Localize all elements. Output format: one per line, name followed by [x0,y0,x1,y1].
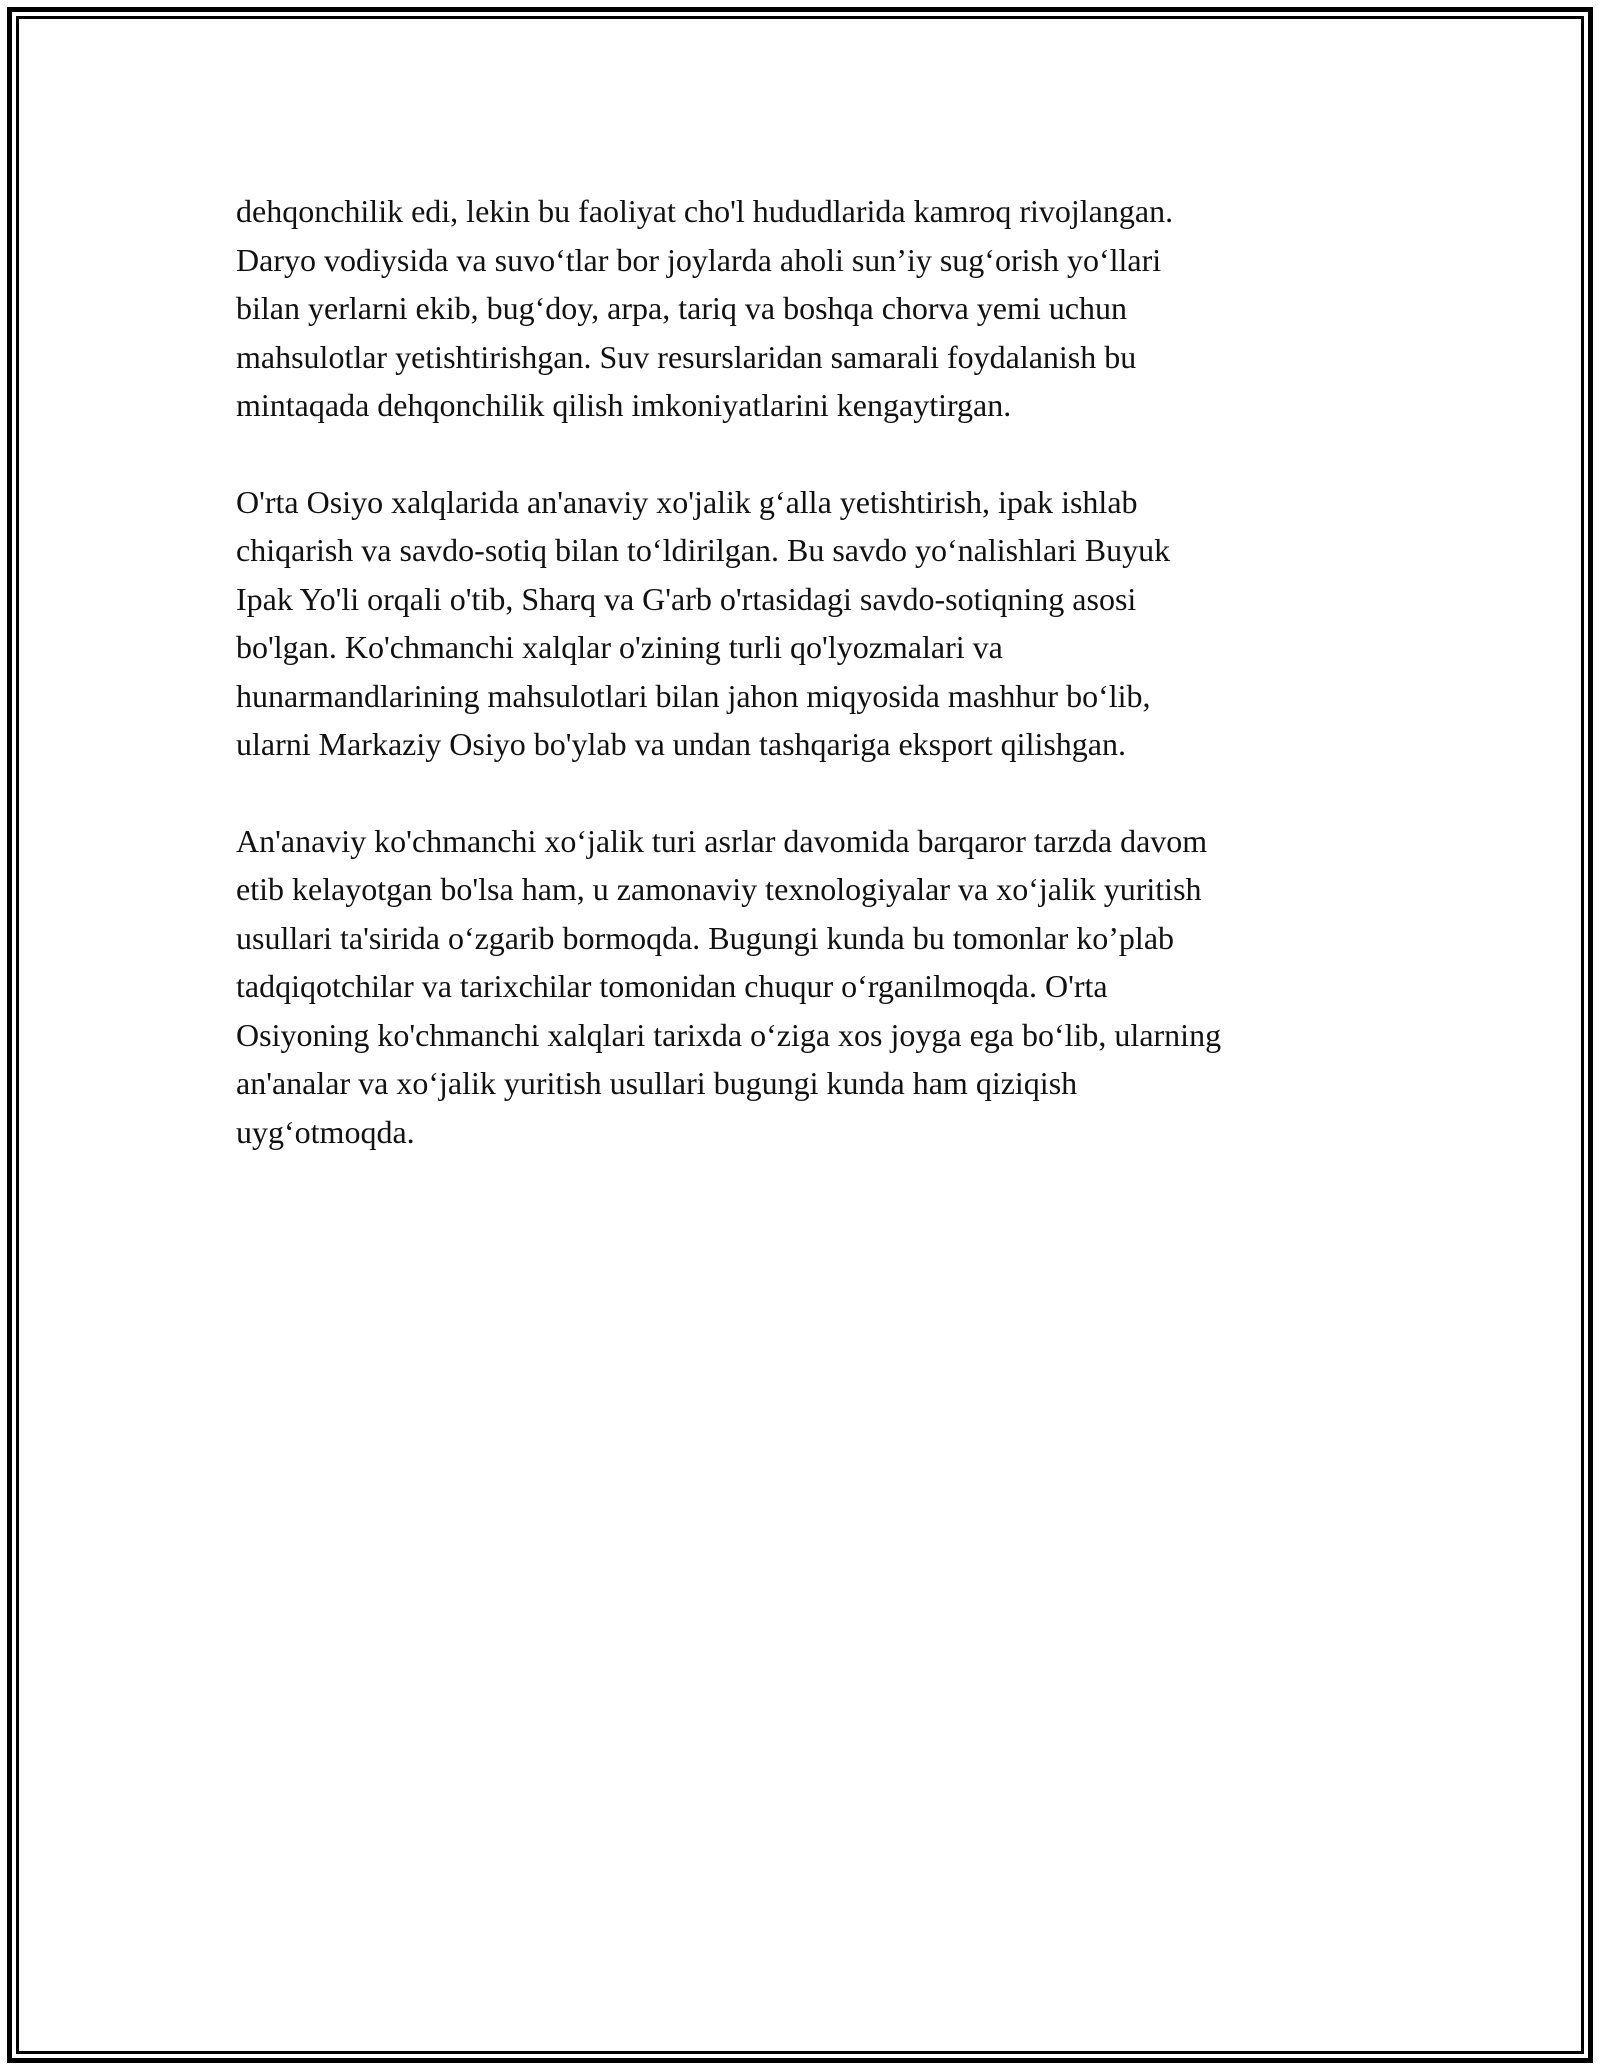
text-line: dehqonchilik edi, lekin bu faoliyat cho'l hududlarida kamroq rivojlangan. [236,193,1174,229]
text-line: usullari ta'sirida o‘zgarib bormoqda. Bugungi kunda bu tomonlar ko’plab [236,919,1175,956]
paragraph-3 [236,817,1376,1157]
text-line: hunarmandlarining mahsulotlari bilan jahon miqyosida mashhur bo‘lib, [236,677,1151,714]
text-line: an'analar va xo‘jalik yuritish usullari bugungi kunda ham qiziqish [236,1065,1078,1101]
text-line: ularni Markaziy Osiyo bo'ylab va undan tashqariga eksport qilishgan. [236,726,1126,762]
text-line: Osiyoning ko'chmanchi xalqlari tarixda o‘ziga xos joyga ega bo‘lib, ularning [236,1016,1222,1053]
text-line: tadqiqotchilar va tarixchilar tomonidan chuqur o‘rganilmoqda. O'rta [236,968,1108,1004]
paragraph-2 [236,478,1376,769]
text-line: An'anaviy ko'chmanchi xo‘jalik turi asrlar davomida barqaror tarzda davom [236,822,1208,859]
document-body [236,187,1376,1204]
text-line: chiqarish va savdo-sotiq bilan to‘ldirilgan. Bu savdo yo‘nalishlari Buyuk [236,532,1171,568]
text-line: Daryo vodiysida va suvo‘tlar bor joylarda aholi sun’iy sug‘orish yo‘llari [236,241,1162,278]
text-line: bo'lgan. Ko'chmanchi xalqlar o'zining turli qo'lyozmalari va [236,629,1003,665]
paragraph-1 [236,187,1376,430]
text-line: O'rta Osiyo xalqlarida an'anaviy xo'jalik g‘alla yetishtirish, ipak ishlab [236,483,1138,520]
text-line: bilan yerlarni ekib, bug‘doy, arpa, tariq va boshqa chorva yemi uchun [236,290,1127,326]
text-line: etib kelayotgan bo'lsa ham, u zamonaviy texnologiyalar va xo‘jalik yuritish [236,871,1202,907]
text-line: uyg‘otmoqda. [236,1113,415,1150]
text-line: mintaqada dehqonchilik qilish imkoniyatlarini kengaytirgan. [236,387,1012,423]
text-line: mahsulotlar yetishtirishgan. Suv resurslaridan samarali foydalanish bu [236,338,1137,375]
text-line: Ipak Yo'li orqali o'tib, Sharq va G'arb o'rtasidagi savdo-sotiqning asosi [236,580,1137,617]
